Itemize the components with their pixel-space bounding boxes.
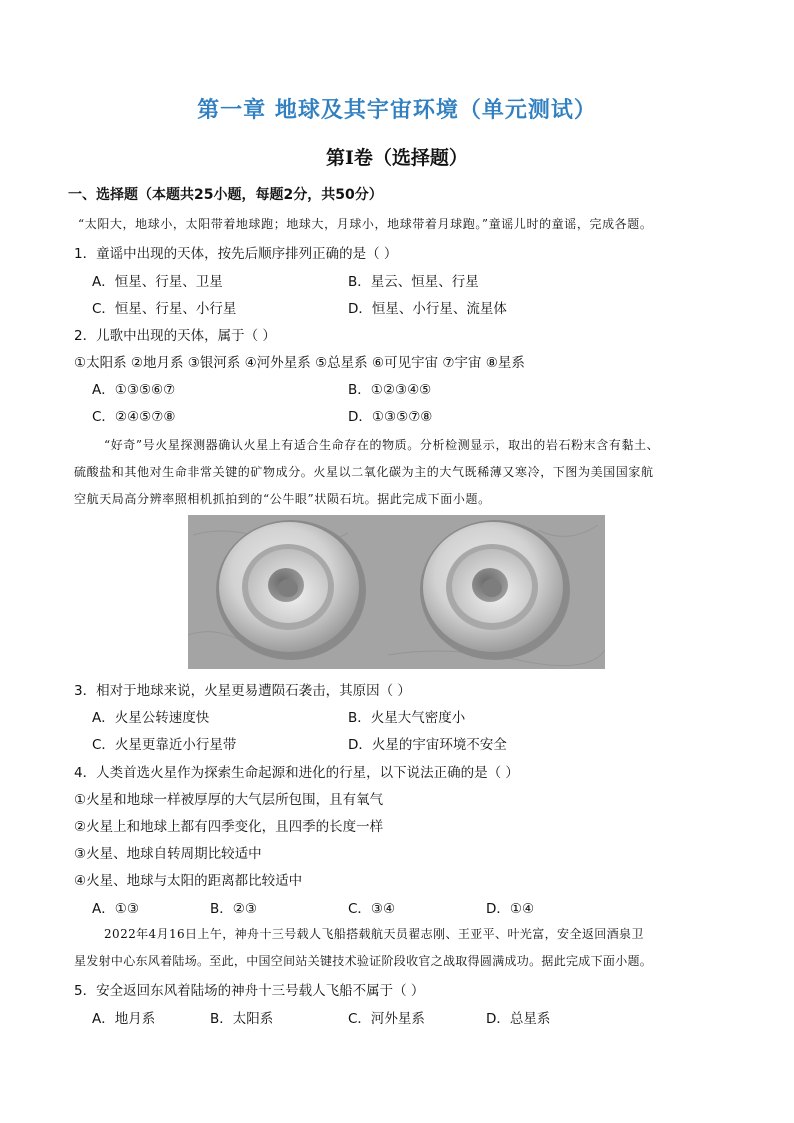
question-4-stem: 4．人类首选火星作为探索生命起源和进化的行星，以下说法正确的是（ ） [74, 765, 519, 781]
page-title: 第一章 地球及其宇宙环境（单元测试） [197, 97, 597, 123]
question-1-option-d: D．恒星、小行星、流星体 [348, 301, 507, 317]
question-1-stem: 1．童谣中出现的天体，按先后顺序排列正确的是（ ） [74, 246, 398, 262]
question-4-statement-2: ②火星上和地球上都有四季变化，且四季的长度一样 [74, 819, 384, 835]
intro-nursery-rhyme: “太阳大，地球小，太阳带着地球跑；地球大，月球小，地球带着月球跑。”童谣儿时的童谣，完成各题。 [78, 217, 653, 231]
question-5-option-b: B．太阳系 [210, 1011, 274, 1027]
question-4-option-a: A．①③ [92, 901, 139, 917]
question-2-option-d: D．①③⑤⑦⑧ [348, 409, 433, 425]
question-3-option-c: C．火星更靠近小行星带 [92, 737, 237, 753]
question-4-statement-4: ④火星、地球与太阳的距离都比较适中 [74, 873, 303, 889]
mars-crater-image [188, 515, 605, 669]
intro-shenzhou-line-2: 星发射中心东风着陆场。至此，中国空间站关键技术验证阶段收官之战取得圆满成功。据此完成下面小题。 [74, 954, 653, 968]
question-4-statement-3: ③火星、地球自转周期比较适中 [74, 846, 262, 862]
intro-shenzhou-line-1: 2022年4月16日上午，神舟十三号载人飞船搭载航天员翟志刚、王亚平、叶光富，安全返回酒泉卫 [104, 927, 644, 941]
crater-right [420, 520, 570, 660]
question-2-option-a: A．①③⑤⑥⑦ [92, 382, 176, 398]
crater-left [216, 520, 366, 660]
question-4-option-b: B．②③ [210, 901, 257, 917]
question-2-option-c: C．②④⑤⑦⑧ [92, 409, 176, 425]
question-5-option-d: D．总星系 [486, 1011, 551, 1027]
question-1-option-c: C．恒星、行星、小行星 [92, 301, 237, 317]
intro-curiosity-line-1: “好奇”号火星探测器确认火星上有适合生命存在的物质。分析检测显示，取出的岩石粉末含有黏土、 [104, 438, 660, 452]
question-2-items: ①太阳系 ②地月系 ③银河系 ④河外星系 ⑤总星系 ⑥可见宇宙 ⑦宇宙 ⑧星系 [74, 355, 525, 371]
intro-curiosity-line-3: 空航天局高分辨率照相机抓拍到的“公牛眼”状陨石坑。据此完成下面小题。 [74, 492, 491, 506]
intro-curiosity-line-2: 硫酸盐和其他对生命非常关键的矿物成分。火星以二氧化碳为主的大气既稀薄又寒冷，下图为美国国家航 [74, 465, 654, 479]
question-1-option-b: B．星云、恒星、行星 [348, 274, 479, 290]
question-5-option-c: C．河外星系 [348, 1011, 425, 1027]
question-4-option-c: C．③④ [348, 901, 396, 917]
question-3-option-b: B．火星大气密度小 [348, 710, 466, 726]
question-2-option-b: B．①②③④⑤ [348, 382, 432, 398]
question-5-option-a: A．地月系 [92, 1011, 156, 1027]
page-subtitle: 第I卷（选择题） [326, 147, 468, 169]
question-3-option-d: D．火星的宇宙环境不安全 [348, 737, 507, 753]
question-4-option-d: D．①④ [486, 901, 535, 917]
section-heading: 一、选择题（本题共25小题，每题2分，共50分） [68, 187, 383, 203]
question-5-stem: 5．安全返回东风着陆场的神舟十三号载人飞船不属于（ ） [74, 983, 425, 999]
question-3-option-a: A．火星公转速度快 [92, 710, 210, 726]
question-4-statement-1: ①火星和地球一样被厚厚的大气层所包围，且有氧气 [74, 792, 384, 808]
question-3-stem: 3．相对于地球来说，火星更易遭陨石袭击，其原因（ ） [74, 683, 411, 699]
question-2-stem: 2．儿歌中出现的天体，属于（ ） [74, 328, 276, 344]
question-1-option-a: A．恒星、行星、卫星 [92, 274, 223, 290]
